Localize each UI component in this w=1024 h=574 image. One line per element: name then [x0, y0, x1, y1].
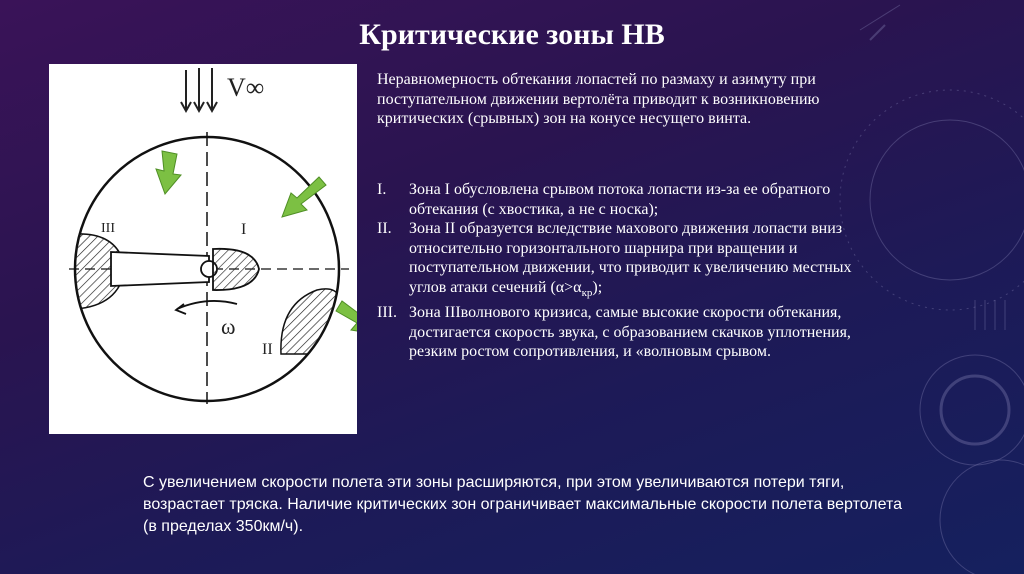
zones-list [377, 180, 887, 362]
zone-number: II. [377, 220, 392, 237]
zone-ii-label: II [262, 341, 273, 358]
retreating-blade [111, 252, 209, 286]
zone-item-3 [377, 303, 887, 362]
zone-item-1 [377, 180, 887, 219]
zone-text: Зона II образуется вследствие махового движения лопасти вниз относительно горизонтального шарнира при вращении и поступательном движении, что приводит к увеличению местных углов атаки сечений (α>α [409, 220, 852, 296]
critical-subscript: кр [581, 286, 593, 299]
zone-text: Зона I обусловлена срывом потока лопасти из-за ее обратного обтекания (с хвостика, а не с носка); [409, 181, 831, 218]
zone-text-end: ); [592, 278, 603, 296]
zone-item-2 [377, 219, 887, 303]
rotor-diagram [49, 64, 357, 434]
zone-iii-label: III [101, 221, 115, 236]
velocity-arrows [181, 68, 217, 111]
zone-text: Зона IIIволнового кризиса, самые высокие скорости обтекания, достигается скорость звука, с образованием скачков уплотнения, резким ростом сопротивления, и «волновым срывом. [409, 304, 851, 361]
zone-i-area [213, 249, 259, 290]
velocity-label: V∞ [227, 73, 265, 102]
zone-i-label: I [241, 221, 247, 238]
page-title: Критические зоны НВ [359, 18, 665, 51]
zone-number: I. [377, 181, 387, 198]
zone-number: III. [377, 304, 397, 322]
conclusion-paragraph: С увеличением скорости полета эти зоны расширяются, при этом увеличиваются потери тяги, возрастает тряска. Наличие критических зон ограничивает максимальные скорости полета вертолета (в пределах 350км/ч). [143, 474, 903, 535]
omega-label: ω [221, 314, 236, 339]
zone-ii-area [281, 289, 349, 354]
intro-paragraph: Неравномерность обтекания лопастей по размаху и азимуту при поступательном движении вертолёта приводит к возникновению критических (срывных) зон на конусе несущего винта. [377, 71, 820, 127]
